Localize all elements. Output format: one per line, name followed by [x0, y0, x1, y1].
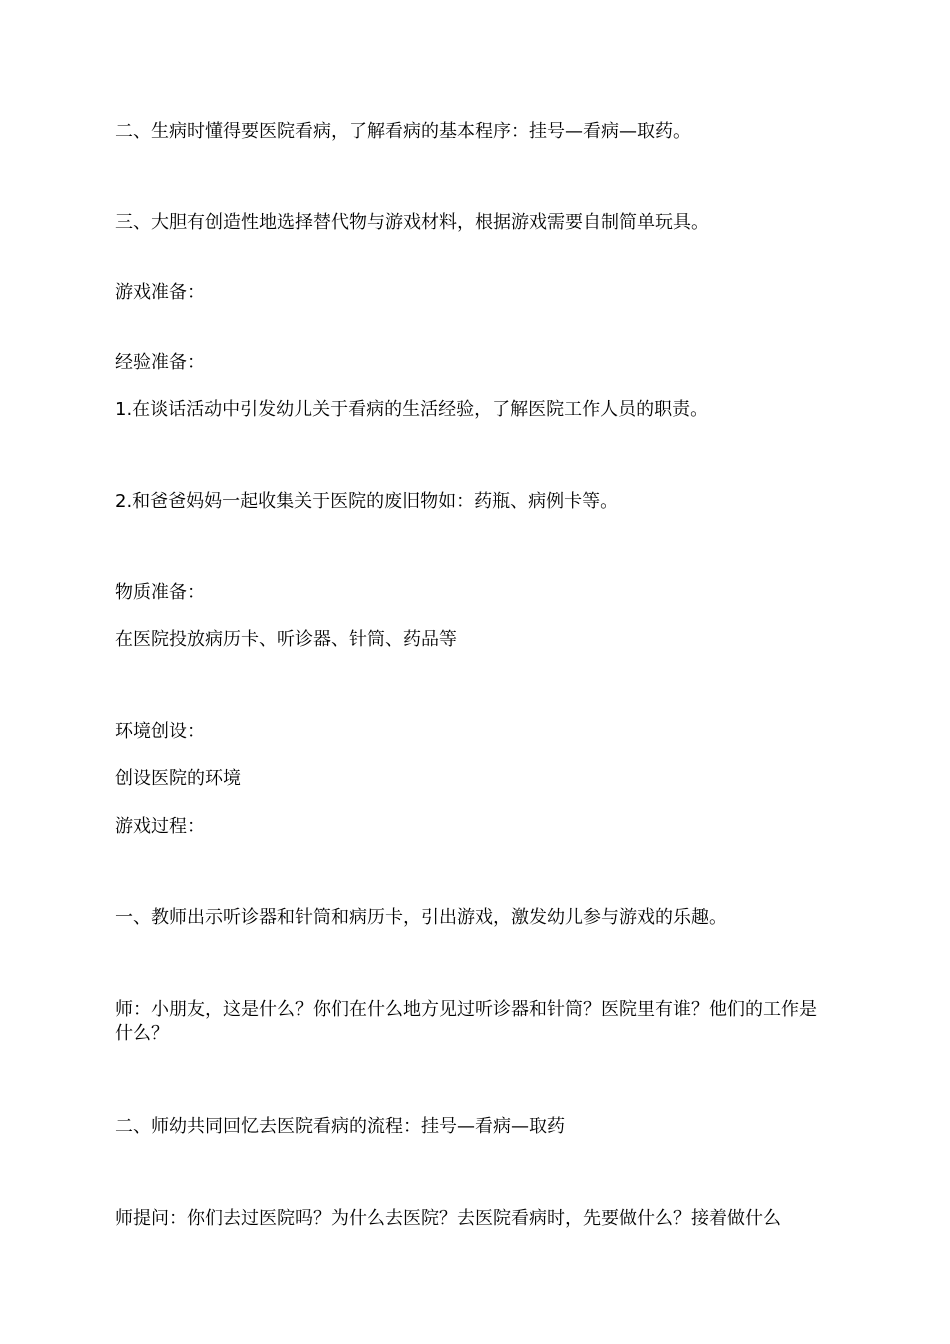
experience-preparation-heading: 经验准备：	[115, 352, 205, 373]
teacher-question-1: 师：小朋友，这是什么？你们在什么地方见过听诊器和针筒？医院里有谁？他们的工作是什么？	[115, 999, 817, 1044]
teacher-question-2: 师提问：你们去过医院吗？为什么去医院？去医院看病时，先要做什么？接着做什么	[115, 1208, 781, 1229]
process-step-1: 一、教师出示听诊器和针筒和病历卡，引出游戏，激发幼儿参与游戏的乐趣。	[115, 907, 727, 928]
experience-item-2: 2.和爸爸妈妈一起收集关于医院的废旧物如：药瓶、病例卡等。	[115, 491, 619, 512]
material-preparation-heading: 物质准备：	[115, 582, 205, 603]
game-preparation-heading: 游戏准备：	[115, 282, 205, 303]
process-step-2: 二、师幼共同回忆去医院看病的流程：挂号—看病—取药	[115, 1116, 565, 1137]
environment-setup-heading: 环境创设：	[115, 721, 205, 742]
environment-setup-text: 创设医院的环境	[115, 768, 241, 789]
game-process-heading: 游戏过程：	[115, 816, 205, 837]
goal-2-paragraph: 二、生病时懂得要医院看病，了解看病的基本程序：挂号—看病—取药。	[115, 121, 691, 142]
experience-item-1: 1.在谈话活动中引发幼儿关于看病的生活经验，了解医院工作人员的职责。	[115, 399, 709, 420]
goal-3-paragraph: 三、大胆有创造性地选择替代物与游戏材料，根据游戏需要自制简单玩具。	[115, 212, 709, 233]
material-preparation-text: 在医院投放病历卡、听诊器、针筒、药品等	[115, 629, 457, 650]
